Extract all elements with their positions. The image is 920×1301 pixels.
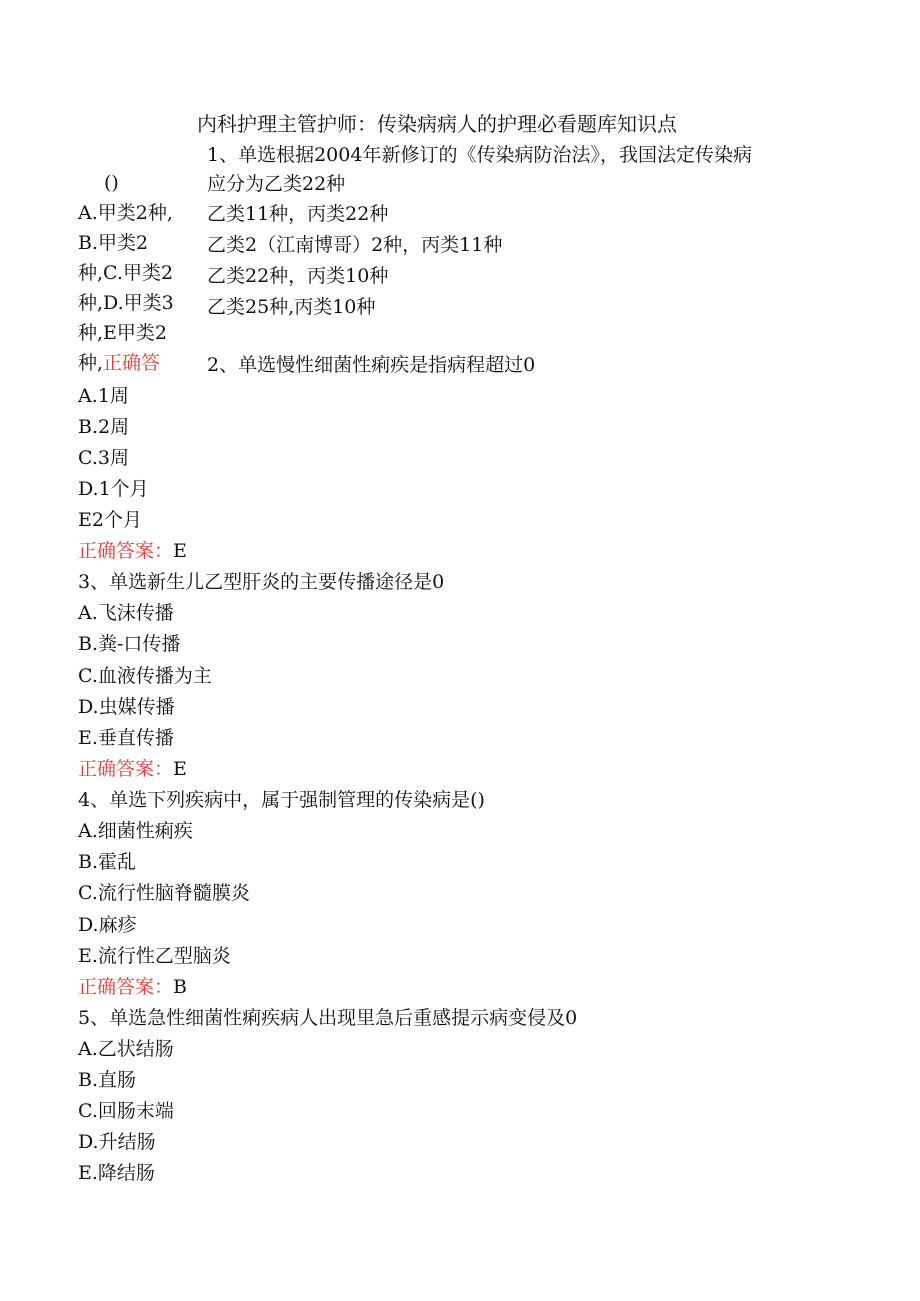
q3-answer bbox=[78, 755, 187, 783]
q2-option-d: D.1个月 bbox=[78, 478, 149, 500]
q5-option-a: A.乙状结肠 bbox=[78, 1038, 174, 1060]
q2-answer bbox=[78, 537, 187, 565]
q3-option-d: D.虫媒传播 bbox=[78, 696, 175, 718]
q1-blank-parens: () bbox=[104, 172, 119, 194]
q3-option-b: B.粪-口传播 bbox=[78, 633, 181, 655]
q5-option-b: B.直肠 bbox=[78, 1069, 137, 1091]
q1-left-line-last bbox=[78, 348, 186, 378]
q3-option-c: C.血液传播为主 bbox=[78, 665, 212, 687]
q2-option-b: B.2周 bbox=[78, 416, 130, 438]
q4-option-b: B.霍乱 bbox=[78, 851, 137, 873]
q1-left-line: 种,E甲类2 bbox=[78, 322, 167, 344]
q5-option-e: E.降结肠 bbox=[78, 1162, 155, 1184]
q1-left-line-text: 种, bbox=[78, 352, 104, 374]
q4-answer-label: 正确答案： bbox=[78, 976, 174, 998]
q5-option-c: C.回肠末端 bbox=[78, 1100, 174, 1122]
q4-option-d: D.麻疹 bbox=[78, 914, 137, 936]
q2-answer-value: E bbox=[173, 540, 187, 562]
q3-stem: 3、单选新生儿乙型肝炎的主要传播途径是0 bbox=[78, 571, 445, 593]
q1-answer-fragment: 正确答 bbox=[103, 352, 161, 374]
q1-right-line-3: 乙类22种，丙类10种 bbox=[207, 265, 389, 287]
q4-stem: 4、单选下列疾病中，属于强制管理的传染病是() bbox=[78, 789, 485, 811]
q1-right-line-2: 乙类2（江南博哥）2种，丙类11种 bbox=[207, 234, 503, 256]
q1-right-line-1: 乙类11种，丙类22种 bbox=[207, 203, 389, 225]
q1-right-line-4: 乙类25种,丙类10种 bbox=[207, 296, 376, 318]
q1-left-column bbox=[78, 168, 186, 378]
q1-left-line: A.甲类2种, bbox=[78, 202, 173, 224]
q5-option-d: D.升结肠 bbox=[78, 1131, 156, 1153]
q3-option-a: A.飞沫传播 bbox=[78, 602, 174, 624]
q2-option-e: E2个月 bbox=[78, 509, 142, 531]
q1-left-line: B.甲类2 bbox=[78, 232, 149, 254]
q4-option-e: E.流行性乙型脑炎 bbox=[78, 945, 231, 967]
document-title: 内科护理主管护师：传染病病人的护理必看题库知识点 bbox=[197, 112, 677, 136]
q2-option-a: A.1周 bbox=[78, 385, 129, 407]
q3-answer-label: 正确答案： bbox=[78, 758, 174, 780]
q3-answer-value: E bbox=[173, 758, 187, 780]
q1-stem-line-1: 1、单选根据2004年新修订的《传染病防治法》，我国法定传染病 bbox=[207, 144, 752, 166]
q3-option-e: E.垂直传播 bbox=[78, 727, 174, 749]
q2-option-c: C.3周 bbox=[78, 447, 129, 469]
q4-option-c: C.流行性脑脊髓膜炎 bbox=[78, 882, 250, 904]
q5-stem: 5、单选急性细菌性痢疾病人出现里急后重感提示病变侵及0 bbox=[78, 1007, 578, 1029]
q1-left-line: 种,D.甲类3 bbox=[78, 292, 174, 314]
q4-option-a: A.细菌性痢疾 bbox=[78, 820, 193, 842]
q4-answer-value: B bbox=[173, 976, 187, 998]
q1-left-line: 种,C.甲类2 bbox=[78, 262, 174, 284]
q2-stem: 2、单选慢性细菌性痢疾是指病程超过0 bbox=[207, 354, 536, 376]
q1-stem-line-2: 应分为乙类22种 bbox=[207, 173, 346, 195]
q4-answer bbox=[78, 973, 187, 1001]
q2-answer-label: 正确答案： bbox=[78, 540, 174, 562]
